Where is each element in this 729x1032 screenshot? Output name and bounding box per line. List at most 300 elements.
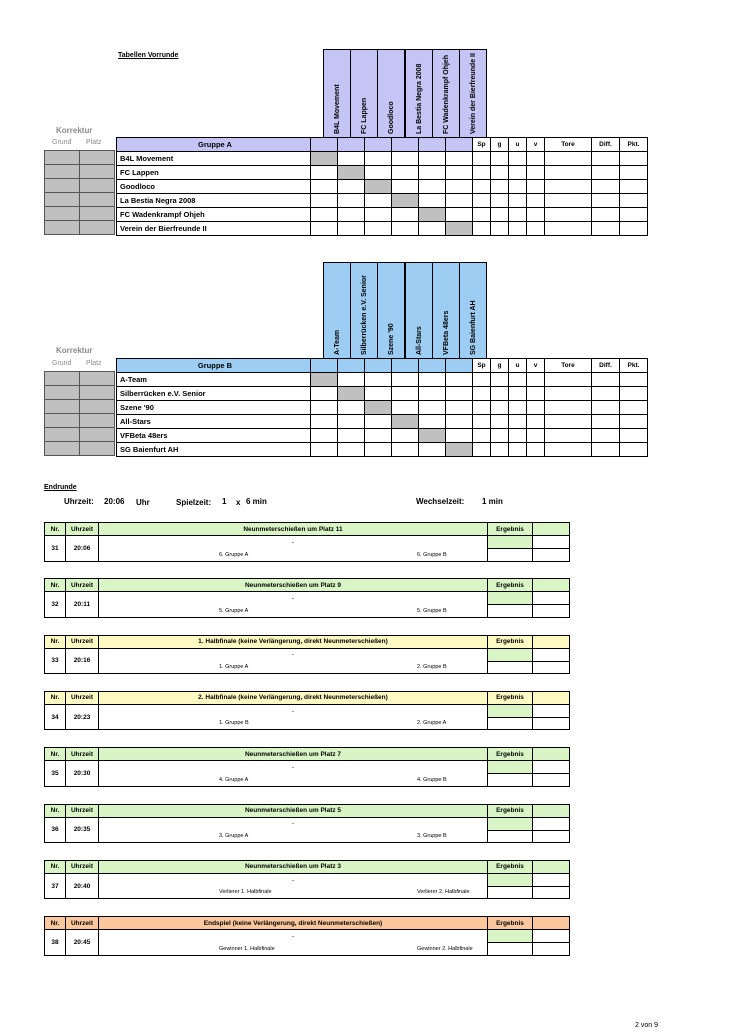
endrunde-wechselzeit-label: Wechselzeit: [416,497,465,506]
vs-header-cell [338,138,365,152]
vertical-team-header [323,49,351,138]
match-header-row [45,635,570,648]
endrunde-spielzeit-label: Spielzeit: [176,498,212,507]
korrektur-grund-cell[interactable] [45,221,80,235]
match-away-team: 2. Gruppe B [417,664,447,671]
stat-cell [509,373,527,387]
stat-cell [473,443,491,457]
stat-cell [473,415,491,429]
korrektur-grund-label-b: Grund [52,360,72,367]
result-cell[interactable] [392,208,419,222]
endrunde-uhrzeit-value: 20:06 [104,497,125,506]
stat-cell [592,387,620,401]
match-nr-header: Nr. [45,635,66,648]
stat-cell [491,166,509,180]
korrektur-row [45,414,115,428]
stat-cell [527,415,545,429]
stat-cell [491,180,509,194]
stat-cell [620,208,648,222]
result-cell[interactable] [446,387,473,401]
match-ergebnis-header: Ergebnis [488,804,533,817]
stat-cell [620,373,648,387]
match-header-row [45,748,570,761]
stat-cell [620,152,648,166]
match-uhrzeit-header: Uhrzeit [66,804,99,817]
vertical-team-label: Szene '90 [388,323,396,355]
vs-header-cell [419,359,446,373]
vertical-team-label: Silberrücken e.V. Senior [361,275,369,355]
team-name: Szene '90 [117,401,311,415]
match-dash: - [99,592,488,605]
match-ergebnis-header: Ergebnis [488,523,533,536]
result-cell[interactable] [311,166,338,180]
stat-cell [527,152,545,166]
match-block [44,804,570,844]
extra-cell [533,549,570,562]
stat-cell [592,222,620,236]
ergebnis-home-cell[interactable] [488,648,533,661]
match-block [44,860,570,900]
match-home-team: Verlierer 1. Halbfinale [219,889,272,896]
match-teams [99,661,488,674]
match-block [44,747,570,787]
ergebnis-home-cell[interactable] [488,536,533,549]
team-name: VFBeta 48ers [117,429,311,443]
korrektur-platz-cell[interactable] [80,428,115,442]
result-cell[interactable] [419,152,446,166]
stat-cell [473,166,491,180]
korrektur-grund-cell[interactable] [45,442,80,456]
match-away-team: 6. Gruppe B [417,551,447,558]
match-nr: 37 [45,873,66,899]
stat-cell [509,443,527,457]
team-name: FC Wadenkrampf Ohjeh [117,208,311,222]
result-cell[interactable] [365,222,392,236]
korrektur-row [45,400,115,414]
result-cell[interactable] [338,429,365,443]
team-row [117,208,648,222]
match-header-row [45,579,570,592]
stat-cell [527,387,545,401]
match-header-row [45,804,570,817]
ergebnis-away-cell[interactable] [488,774,533,787]
korrektur-platz-cell[interactable] [80,151,115,165]
vs-header-cell [392,138,419,152]
match-teams-row [45,549,570,562]
team-name: All-Stars [117,415,311,429]
match-time: 20:35 [66,817,99,843]
stat-header-g: g [491,138,509,152]
match-body-row [45,761,570,774]
result-cell[interactable] [419,415,446,429]
stat-cell [545,415,592,429]
result-cell[interactable] [365,373,392,387]
stat-cell [509,387,527,401]
match-dash: - [99,930,488,943]
result-cell[interactable] [311,208,338,222]
match-nr-header: Nr. [45,804,66,817]
result-cell[interactable] [311,415,338,429]
match-block [44,578,570,618]
result-cell[interactable] [365,166,392,180]
team-name: Silberrücken e.V. Senior [117,387,311,401]
result-cell[interactable] [419,222,446,236]
ergebnis-away-cell[interactable] [488,886,533,899]
stat-cell [545,222,592,236]
team-name: A-Team [117,373,311,387]
endrunde-spielzeit-value: 1 [222,497,227,506]
self-match-cell [446,443,473,457]
match-ergebnis-header: Ergebnis [488,748,533,761]
result-cell[interactable] [446,415,473,429]
ergebnis-home-cell[interactable] [488,704,533,717]
match-header-row [45,691,570,704]
ergebnis-away-cell[interactable] [488,661,533,674]
ergebnis-home-cell[interactable] [488,592,533,605]
vertical-team-header [377,49,405,138]
result-cell[interactable] [365,429,392,443]
team-name: Goodloco [117,180,311,194]
result-cell[interactable] [446,401,473,415]
vs-header-cell [311,359,338,373]
result-cell[interactable] [365,443,392,457]
result-cell[interactable] [392,180,419,194]
match-home-team: 4. Gruppe A [219,776,249,783]
match-dash: - [99,648,488,661]
extra-cell [533,830,570,843]
stat-cell [545,387,592,401]
result-cell[interactable] [419,443,446,457]
korrektur-platz-cell[interactable] [80,400,115,414]
match-dash: - [99,817,488,830]
korrektur-grund-cell[interactable] [45,193,80,207]
match-teams [99,943,488,956]
result-cell[interactable] [446,152,473,166]
match-extra-header [533,691,570,704]
ergebnis-home-cell[interactable] [488,761,533,774]
match-home-team: 1. Gruppe B [219,720,249,727]
match-teams [99,717,488,730]
stat-cell [545,180,592,194]
match-away-team: 5. Gruppe B [417,607,447,614]
result-cell[interactable] [392,222,419,236]
group-header: Gruppe A [117,138,311,152]
match-dash: - [99,536,488,549]
korrektur-row [45,386,115,400]
stat-header-tore: Tore [545,138,592,152]
vs-header-cell [311,138,338,152]
match-title: Neunmeterschießen um Platz 9 [99,579,488,592]
stat-header-pkt: Pkt. [620,138,648,152]
vertical-team-label: B4L Movement [334,84,341,134]
match-title: Neunmeterschießen um Platz 7 [99,748,488,761]
team-row [117,387,648,401]
self-match-cell [419,429,446,443]
result-cell[interactable] [419,166,446,180]
result-cell[interactable] [311,180,338,194]
result-cell[interactable] [338,222,365,236]
korrektur-grund-cell[interactable] [45,386,80,400]
stat-cell [509,415,527,429]
stat-header-u: u [509,359,527,373]
ergebnis-home-cell[interactable] [488,817,533,830]
result-cell[interactable] [419,194,446,208]
korrektur-platz-label-b: Platz [86,360,102,367]
result-cell[interactable] [338,194,365,208]
match-teams [99,605,488,618]
stat-header-u: u [509,138,527,152]
korrektur-grund-cell[interactable] [45,400,80,414]
stat-cell [491,222,509,236]
stat-cell [545,401,592,415]
result-cell[interactable] [392,443,419,457]
stat-cell [473,222,491,236]
result-cell[interactable] [311,222,338,236]
vertical-team-label: VFBeta 48ers [442,310,450,355]
match-extra-header [533,804,570,817]
stat-cell [509,429,527,443]
stat-cell [592,443,620,457]
stat-cell [527,194,545,208]
group-a-table [116,137,648,236]
result-cell[interactable] [311,429,338,443]
self-match-cell [392,194,419,208]
result-cell[interactable] [446,194,473,208]
self-match-cell [338,387,365,401]
match-nr-header: Nr. [45,748,66,761]
result-cell[interactable] [392,152,419,166]
match-header-row [45,523,570,536]
result-cell[interactable] [365,152,392,166]
korrektur-platz-cell[interactable] [80,207,115,221]
team-name: SG Baienfurt AH [117,443,311,457]
result-cell[interactable] [446,429,473,443]
vertical-team-label: FC Lappen [361,97,369,134]
korrektur-platz-cell[interactable] [80,221,115,235]
vs-header-cell [338,359,365,373]
stat-cell [620,166,648,180]
stat-cell [592,415,620,429]
match-teams [99,886,488,899]
ergebnis-away-cell[interactable] [488,605,533,618]
match-block [44,522,570,562]
match-body-row [45,536,570,549]
match-teams-row [45,605,570,618]
stat-cell [620,415,648,429]
korrektur-platz-cell[interactable] [80,414,115,428]
korrektur-platz-cell[interactable] [80,386,115,400]
result-cell[interactable] [338,152,365,166]
team-name: FC Lappen [117,166,311,180]
match-nr: 34 [45,704,66,730]
vs-header-cell [446,359,473,373]
result-cell[interactable] [311,387,338,401]
result-cell[interactable] [311,194,338,208]
result-cell[interactable] [392,166,419,180]
match-time: 20:40 [66,873,99,899]
stat-cell [527,222,545,236]
result-cell[interactable] [338,443,365,457]
self-match-cell [311,373,338,387]
result-cell[interactable] [446,373,473,387]
ergebnis-away-cell[interactable] [488,830,533,843]
stat-cell [509,166,527,180]
result-cell[interactable] [446,180,473,194]
self-match-cell [446,222,473,236]
stat-cell [545,152,592,166]
korrektur-platz-cell[interactable] [80,193,115,207]
korrektur-grund-cell[interactable] [45,428,80,442]
korrektur-grund-cell[interactable] [45,414,80,428]
team-row [117,194,648,208]
result-cell[interactable] [338,373,365,387]
result-cell[interactable] [392,401,419,415]
result-cell[interactable] [311,443,338,457]
korrektur-grund-cell[interactable] [45,165,80,179]
stat-cell [620,443,648,457]
match-ergebnis-header: Ergebnis [488,860,533,873]
korrektur-platz-cell[interactable] [80,372,115,386]
result-cell[interactable] [338,208,365,222]
vs-header-cell [365,359,392,373]
result-cell[interactable] [338,401,365,415]
vs-header-cell [392,359,419,373]
match-block [44,635,570,675]
match-away-team: Gewinner 2. Halbfinale [417,945,473,952]
result-cell[interactable] [365,208,392,222]
endrunde-wechselzeit-value: 1 min [482,497,503,506]
team-name: Verein der Bierfreunde II [117,222,311,236]
result-cell[interactable] [311,401,338,415]
stat-cell [527,429,545,443]
stat-cell [545,443,592,457]
result-cell[interactable] [419,180,446,194]
korrektur-grund-cell[interactable] [45,207,80,221]
match-title: Endspiel (keine Verlängerung, direkt Neunmeterschießen) [99,917,488,930]
ergebnis-away-cell[interactable] [488,717,533,730]
stat-cell [592,180,620,194]
result-cell[interactable] [392,429,419,443]
vs-header-cell [419,138,446,152]
extra-cell [533,943,570,956]
vertical-team-label: SG Baienfurt AH [470,300,477,355]
match-time: 20:23 [66,704,99,730]
result-cell[interactable] [419,401,446,415]
self-match-cell [311,152,338,166]
match-extra-header [533,860,570,873]
stat-cell [592,208,620,222]
match-uhrzeit-header: Uhrzeit [66,523,99,536]
match-extra-header [533,579,570,592]
match-home-team: 6. Gruppe A [219,551,249,558]
korrektur-grund-cell[interactable] [45,372,80,386]
korrektur-row [45,372,115,386]
stat-cell [509,194,527,208]
stat-cell [473,194,491,208]
result-cell[interactable] [419,373,446,387]
match-teams [99,549,488,562]
korrektur-platz-cell[interactable] [80,442,115,456]
stat-cell [473,373,491,387]
stat-cell [592,194,620,208]
vertical-team-label: Goodloco [388,101,396,134]
stat-cell [491,387,509,401]
extra-cell [533,605,570,618]
stat-cell [509,180,527,194]
endrunde-spielzeit-min: 6 min [246,497,267,506]
result-cell[interactable] [338,180,365,194]
korrektur-row [45,221,115,235]
korrektur-platz-label: Platz [86,139,102,146]
match-time: 20:11 [66,592,99,618]
stat-cell [509,222,527,236]
stat-cell [620,387,648,401]
result-cell[interactable] [338,415,365,429]
match-extra-header [533,748,570,761]
stat-cell [527,443,545,457]
korrektur-platz-cell[interactable] [80,165,115,179]
result-cell[interactable] [365,194,392,208]
stat-cell [545,208,592,222]
result-cell[interactable] [446,166,473,180]
ergebnis-away-cell[interactable] [488,549,533,562]
match-nr-header: Nr. [45,579,66,592]
vs-header-cell [365,138,392,152]
match-uhrzeit-header: Uhrzeit [66,579,99,592]
vertical-team-header [459,49,487,138]
ergebnis-home-cell[interactable] [488,930,533,943]
stat-cell [509,152,527,166]
ergebnis-away-cell[interactable] [488,943,533,956]
ergebnis-home-cell[interactable] [488,873,533,886]
match-nr: 31 [45,536,66,562]
match-ergebnis-header: Ergebnis [488,635,533,648]
result-cell[interactable] [365,415,392,429]
match-dash: - [99,761,488,774]
match-teams-row [45,717,570,730]
extra-cell [533,873,570,886]
team-row [117,429,648,443]
korrektur-platz-cell[interactable] [80,179,115,193]
result-cell[interactable] [392,387,419,401]
match-nr-header: Nr. [45,523,66,536]
result-cell[interactable] [446,208,473,222]
stat-cell [473,401,491,415]
result-cell[interactable] [365,387,392,401]
stat-cell [545,194,592,208]
endrunde-spielzeit-x: x [236,498,241,507]
stat-cell [620,429,648,443]
stat-cell [491,443,509,457]
result-cell[interactable] [419,387,446,401]
stat-header-g: g [491,359,509,373]
result-cell[interactable] [392,373,419,387]
team-row [117,222,648,236]
stat-cell [620,222,648,236]
match-time: 20:30 [66,761,99,787]
stat-cell [592,373,620,387]
stat-cell [592,429,620,443]
korrektur-grund-cell[interactable] [45,179,80,193]
group-header: Gruppe B [117,359,311,373]
team-row [117,401,648,415]
match-body-row [45,704,570,717]
korrektur-label-b: Korrektur [56,346,93,355]
vertical-team-header [405,49,433,138]
stat-cell [509,401,527,415]
match-home-team: Gewinner 1. Halbfinale [219,945,275,952]
korrektur-grund-cell[interactable] [45,151,80,165]
